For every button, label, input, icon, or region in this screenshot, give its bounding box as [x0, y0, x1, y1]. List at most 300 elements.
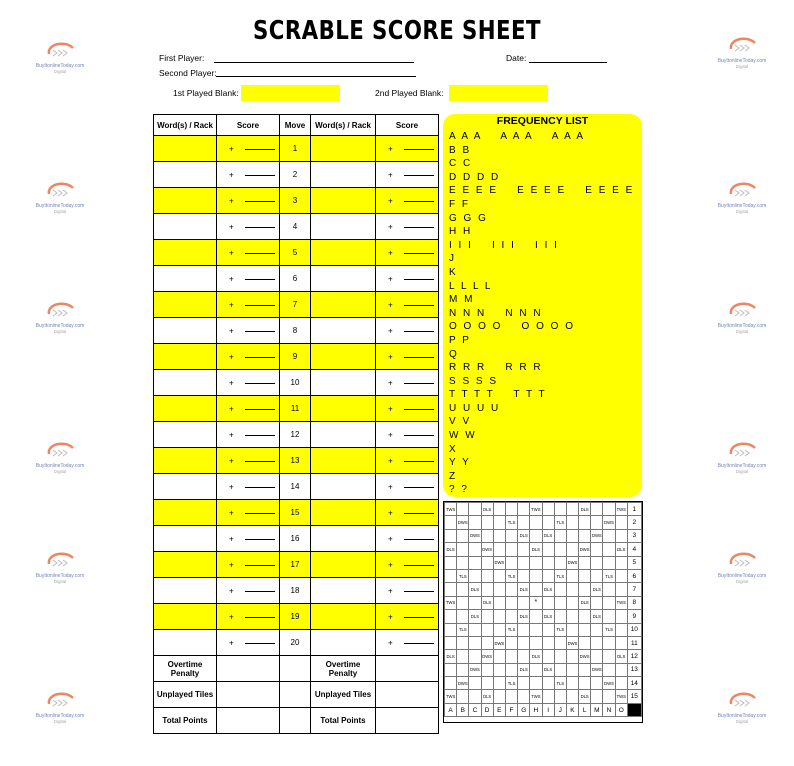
- score-cell-1[interactable]: [217, 318, 280, 344]
- score-line: [404, 253, 434, 254]
- board-column-label: G: [518, 703, 530, 716]
- board-cell: [530, 636, 542, 649]
- word-rack-2[interactable]: [311, 500, 376, 526]
- watermark-sub: Digital: [53, 69, 67, 74]
- score-cell-1[interactable]: [217, 214, 280, 240]
- word-rack-2[interactable]: [311, 604, 376, 630]
- score-cell-2[interactable]: [376, 318, 439, 344]
- second-player-label: Second Player:: [159, 68, 217, 78]
- score-cell-1[interactable]: [217, 526, 280, 552]
- word-rack-2[interactable]: [311, 214, 376, 240]
- board-cell: [457, 650, 469, 663]
- move-number: 3: [280, 188, 311, 214]
- board-row-number: 13: [627, 663, 641, 676]
- score-line: [404, 617, 434, 618]
- plus-sign: +: [229, 638, 234, 647]
- board-cell: [469, 503, 481, 516]
- table-row: [154, 396, 439, 422]
- score-cell-2[interactable]: [376, 136, 439, 162]
- frequency-line: U U U U: [449, 402, 501, 414]
- first-blank-label: 1st Played Blank:: [173, 88, 239, 98]
- board-cell: [493, 543, 505, 556]
- overtime-score-2[interactable]: [376, 656, 439, 682]
- watermark-logo: [712, 440, 772, 480]
- word-rack-2[interactable]: [311, 292, 376, 318]
- board-cell: [445, 583, 457, 596]
- board-cell: DLS: [469, 583, 481, 596]
- score-cell-2[interactable]: [376, 344, 439, 370]
- score-line: [245, 435, 275, 436]
- watermark-brand: BuyItonlineToday.com: [717, 573, 767, 579]
- word-rack-1[interactable]: [154, 266, 217, 292]
- unplayed-label-2: Unplayed Tiles: [311, 682, 376, 708]
- frequency-line: P P: [449, 334, 471, 346]
- word-rack-2[interactable]: [311, 526, 376, 552]
- board-cell: [566, 623, 578, 636]
- score-line: [245, 565, 275, 566]
- word-rack-1[interactable]: [154, 422, 217, 448]
- board-cell: [566, 529, 578, 542]
- board-cell: [505, 610, 517, 623]
- board-cell: DWS: [579, 543, 591, 556]
- board-cell: DLS: [481, 690, 493, 703]
- second-blank-field[interactable]: [449, 85, 548, 101]
- board-cell: [603, 529, 615, 542]
- word-rack-1[interactable]: [154, 474, 217, 500]
- word-rack-1[interactable]: [154, 396, 217, 422]
- word-rack-2[interactable]: [311, 240, 376, 266]
- word-rack-2[interactable]: [311, 578, 376, 604]
- board-column-label: D: [481, 703, 493, 716]
- board-cell: [469, 556, 481, 569]
- score-cell-1[interactable]: [217, 500, 280, 526]
- board-cell: [530, 610, 542, 623]
- plus-sign: +: [388, 508, 393, 517]
- board-cell: DLS: [518, 610, 530, 623]
- board-row-number: 1: [627, 503, 641, 516]
- word-rack-1[interactable]: [154, 630, 217, 656]
- plus-sign: +: [229, 196, 234, 205]
- score-cell-2[interactable]: [376, 396, 439, 422]
- plus-sign: +: [229, 508, 234, 517]
- score-cell-2[interactable]: [376, 630, 439, 656]
- total-label-1: Total Points: [154, 708, 217, 734]
- board-cell: [542, 636, 554, 649]
- board-cell: [505, 583, 517, 596]
- plus-sign: +: [388, 638, 393, 647]
- word-rack-1[interactable]: [154, 188, 217, 214]
- score-line: [245, 487, 275, 488]
- board-row: [445, 503, 642, 516]
- score-cell-1[interactable]: [217, 474, 280, 500]
- board-cell: DWS: [566, 636, 578, 649]
- board-cell: [603, 690, 615, 703]
- board-row: [445, 569, 642, 582]
- board-cell: DLS: [518, 529, 530, 542]
- watermark-brand: BuyItonlineToday.com: [35, 713, 85, 719]
- board-cell: DLS: [579, 596, 591, 609]
- board-cell: [615, 623, 627, 636]
- table-row: [154, 240, 439, 266]
- word-rack-1[interactable]: [154, 552, 217, 578]
- word-rack-1[interactable]: [154, 604, 217, 630]
- plus-sign: +: [388, 404, 393, 413]
- board-row-number: 10: [627, 623, 641, 636]
- board-cell: [469, 596, 481, 609]
- board-cell: [469, 569, 481, 582]
- move-number: 16: [280, 526, 311, 552]
- board-cell: TLS: [554, 623, 566, 636]
- plus-sign: +: [229, 222, 234, 231]
- word-rack-1[interactable]: [154, 448, 217, 474]
- board-cell: [445, 569, 457, 582]
- board-cell: DLS: [542, 663, 554, 676]
- move-number: 8: [280, 318, 311, 344]
- score-line: [245, 149, 275, 150]
- unplayed-score-1[interactable]: [217, 682, 280, 708]
- board-cell: [457, 596, 469, 609]
- score-line: [404, 539, 434, 540]
- board-cell: [579, 529, 591, 542]
- score-line: [245, 539, 275, 540]
- score-line: [245, 461, 275, 462]
- score-cell-1[interactable]: [217, 240, 280, 266]
- board-cell: TLS: [505, 569, 517, 582]
- board-cell: [542, 543, 554, 556]
- word-rack-1[interactable]: [154, 214, 217, 240]
- board-cell: [566, 677, 578, 690]
- board-row: [445, 556, 642, 569]
- score-cell-2[interactable]: [376, 552, 439, 578]
- watermark-sub: Digital: [53, 469, 67, 474]
- board-row: [445, 677, 642, 690]
- score-cell-1[interactable]: [217, 136, 280, 162]
- board-cell: [542, 556, 554, 569]
- table-row: [154, 630, 439, 656]
- word-rack-1[interactable]: [154, 136, 217, 162]
- score-cell-2[interactable]: [376, 370, 439, 396]
- second-player-field[interactable]: [216, 76, 416, 77]
- plus-sign: +: [388, 534, 393, 543]
- frequency-line: F F: [449, 198, 470, 210]
- table-row: [154, 448, 439, 474]
- word-rack-2[interactable]: [311, 370, 376, 396]
- table-row: [154, 214, 439, 240]
- score-line: [404, 435, 434, 436]
- board-cell: DWS: [603, 677, 615, 690]
- board-row: [445, 636, 642, 649]
- plus-sign: +: [229, 352, 234, 361]
- score-cell-2[interactable]: [376, 578, 439, 604]
- board-cell: [505, 596, 517, 609]
- board-cell: DLS: [615, 650, 627, 663]
- board-cell: [481, 569, 493, 582]
- frequency-lines: [449, 130, 638, 497]
- board-cell: [615, 529, 627, 542]
- board-row-number: 6: [627, 569, 641, 582]
- board-cell: DLS: [579, 690, 591, 703]
- score-cell-2[interactable]: [376, 604, 439, 630]
- score-cell-1[interactable]: [217, 578, 280, 604]
- word-rack-2[interactable]: [311, 344, 376, 370]
- score-line: [404, 513, 434, 514]
- frequency-line: O O O O O O O O: [449, 321, 576, 333]
- score-cell-2[interactable]: [376, 214, 439, 240]
- score-cell-1[interactable]: [217, 396, 280, 422]
- watermark-logo: [712, 300, 772, 340]
- move-number: 1: [280, 136, 311, 162]
- board-cell: [566, 690, 578, 703]
- board-cell: TLS: [505, 677, 517, 690]
- frequency-line: M M: [449, 294, 475, 306]
- board-cell: [603, 583, 615, 596]
- score-cell-1[interactable]: [217, 292, 280, 318]
- score-line: [245, 201, 275, 202]
- plus-sign: +: [388, 612, 393, 621]
- board-row: [445, 529, 642, 542]
- board-cell: [542, 503, 554, 516]
- board-cell: [518, 690, 530, 703]
- board-cell: [554, 610, 566, 623]
- board-cell: [518, 623, 530, 636]
- score-cell-2[interactable]: [376, 422, 439, 448]
- board-cell: [518, 650, 530, 663]
- first-blank-field[interactable]: [241, 85, 340, 101]
- word-rack-1[interactable]: [154, 500, 217, 526]
- score-cell-1[interactable]: [217, 188, 280, 214]
- score-line: [404, 279, 434, 280]
- board-cell: [566, 610, 578, 623]
- board-cell: [615, 583, 627, 596]
- word-rack-2[interactable]: [311, 162, 376, 188]
- watermark-brand: BuyItonlineToday.com: [35, 573, 85, 579]
- unplayed-score-2[interactable]: [376, 682, 439, 708]
- plus-sign: +: [388, 300, 393, 309]
- watermark-swoosh-icon: [43, 690, 77, 708]
- plus-sign: +: [388, 170, 393, 179]
- date-field[interactable]: [529, 62, 607, 63]
- word-rack-2[interactable]: [311, 136, 376, 162]
- score-cell-1[interactable]: [217, 630, 280, 656]
- score-cell-1[interactable]: [217, 604, 280, 630]
- board-cell: [530, 569, 542, 582]
- board-cell: [445, 610, 457, 623]
- score-cell-1[interactable]: [217, 448, 280, 474]
- frequency-line: K: [449, 266, 458, 278]
- board-cell: [457, 663, 469, 676]
- watermark-brand: BuyItonlineToday.com: [35, 63, 85, 69]
- watermark-logo: [30, 440, 90, 480]
- score-line: [245, 383, 275, 384]
- watermark-sub: Digital: [53, 719, 67, 724]
- watermark-brand: BuyItonlineToday.com: [717, 203, 767, 209]
- board-row-number: 9: [627, 610, 641, 623]
- board-cell: [615, 610, 627, 623]
- board-cell: [530, 677, 542, 690]
- score-cell-2[interactable]: [376, 266, 439, 292]
- board-cell: [591, 503, 603, 516]
- watermark-logo: [30, 550, 90, 590]
- word-rack-1[interactable]: [154, 344, 217, 370]
- board-cell: [603, 596, 615, 609]
- score-cell-2[interactable]: [376, 526, 439, 552]
- word-rack-2[interactable]: [311, 552, 376, 578]
- board-cell: [481, 516, 493, 529]
- move-number: 13: [280, 448, 311, 474]
- score-line: [404, 331, 434, 332]
- score-line: [245, 279, 275, 280]
- board-row: [445, 583, 642, 596]
- score-cell-2[interactable]: [376, 188, 439, 214]
- score-line: [404, 305, 434, 306]
- score-cell-1[interactable]: [217, 162, 280, 188]
- frequency-line: I I I I I I I I I: [449, 239, 559, 251]
- board-cell: DLS: [469, 610, 481, 623]
- watermark-swoosh-icon: [725, 180, 759, 198]
- watermark-logo: [30, 300, 90, 340]
- board-cell: TWS: [445, 503, 457, 516]
- frequency-line: Z: [449, 470, 458, 482]
- score-cell-1[interactable]: [217, 266, 280, 292]
- board-cell: [554, 690, 566, 703]
- word-rack-1[interactable]: [154, 162, 217, 188]
- board-cell: [469, 623, 481, 636]
- score-cell-2[interactable]: [376, 448, 439, 474]
- board-center-star: *: [530, 596, 542, 609]
- board-cell: [481, 636, 493, 649]
- word-rack-2[interactable]: [311, 266, 376, 292]
- board-cell: [493, 583, 505, 596]
- score-line: [404, 409, 434, 410]
- word-rack-2[interactable]: [311, 188, 376, 214]
- overtime-score-1[interactable]: [217, 656, 280, 682]
- board-cell: [469, 677, 481, 690]
- score-cell-1[interactable]: [217, 422, 280, 448]
- board-cell: TWS: [445, 690, 457, 703]
- plus-sign: +: [229, 404, 234, 413]
- board-cell: [542, 690, 554, 703]
- word-rack-2[interactable]: [311, 474, 376, 500]
- board-cell: TLS: [457, 623, 469, 636]
- score-cell-1[interactable]: [217, 370, 280, 396]
- col-header-words-2: Word(s) / Rack: [311, 115, 376, 136]
- watermark-sub: Digital: [735, 209, 749, 214]
- board-cell: [554, 583, 566, 596]
- word-rack-1[interactable]: [154, 318, 217, 344]
- plus-sign: +: [229, 248, 234, 257]
- board-cell: TWS: [445, 596, 457, 609]
- watermark-brand: BuyItonlineToday.com: [717, 323, 767, 329]
- first-player-field[interactable]: [214, 62, 414, 63]
- board-cell: [445, 516, 457, 529]
- plus-sign: +: [229, 144, 234, 153]
- board-cell: [591, 516, 603, 529]
- board-cell: [566, 583, 578, 596]
- score-line: [404, 383, 434, 384]
- board-cell: TWS: [530, 503, 542, 516]
- board-cell: [530, 663, 542, 676]
- board-cell: [542, 623, 554, 636]
- total-score-2[interactable]: [376, 708, 439, 734]
- frequency-line: ? ?: [449, 484, 469, 496]
- board-cell: [530, 516, 542, 529]
- watermark-swoosh-icon: [43, 440, 77, 458]
- plus-sign: +: [229, 378, 234, 387]
- score-line: [245, 617, 275, 618]
- board-cell: [493, 569, 505, 582]
- board-cell: DLS: [445, 543, 457, 556]
- score-cell-2[interactable]: [376, 240, 439, 266]
- plus-sign: +: [388, 196, 393, 205]
- board-cell: [554, 596, 566, 609]
- word-rack-2[interactable]: [311, 448, 376, 474]
- board-column-label: C: [469, 703, 481, 716]
- word-rack-2[interactable]: [311, 396, 376, 422]
- word-rack-1[interactable]: [154, 370, 217, 396]
- move-number: 11: [280, 396, 311, 422]
- plus-sign: +: [388, 248, 393, 257]
- score-cell-2[interactable]: [376, 162, 439, 188]
- watermark-swoosh-icon: [725, 440, 759, 458]
- word-rack-1[interactable]: [154, 578, 217, 604]
- board-row-number: 14: [627, 677, 641, 690]
- board-cell: [554, 543, 566, 556]
- board-cell: [505, 663, 517, 676]
- word-rack-1[interactable]: [154, 240, 217, 266]
- board-cell: [493, 690, 505, 703]
- col-header-move: Move: [280, 115, 311, 136]
- score-cell-2[interactable]: [376, 500, 439, 526]
- board-cell: [591, 636, 603, 649]
- board-row-number: 4: [627, 543, 641, 556]
- board-cell: [518, 636, 530, 649]
- board-cell: [554, 503, 566, 516]
- board-cell: [615, 569, 627, 582]
- board-cell: DLS: [530, 650, 542, 663]
- word-rack-1[interactable]: [154, 292, 217, 318]
- word-rack-1[interactable]: [154, 526, 217, 552]
- board-cell: [542, 569, 554, 582]
- total-score-1[interactable]: [217, 708, 280, 734]
- score-cell-2[interactable]: [376, 474, 439, 500]
- score-cell-1[interactable]: [217, 552, 280, 578]
- frequency-line: W W: [449, 430, 477, 442]
- board-cell: [554, 663, 566, 676]
- board-cell: [530, 623, 542, 636]
- board-cell: [591, 650, 603, 663]
- board-cell: [591, 596, 603, 609]
- board-row: [445, 690, 642, 703]
- board-cell: [542, 596, 554, 609]
- watermark-swoosh-icon: [725, 550, 759, 568]
- board-cell: [493, 503, 505, 516]
- word-rack-2[interactable]: [311, 422, 376, 448]
- word-rack-2[interactable]: [311, 318, 376, 344]
- word-rack-2[interactable]: [311, 630, 376, 656]
- watermark-swoosh-icon: [725, 300, 759, 318]
- board-corner: [627, 703, 641, 716]
- board-cell: DWS: [493, 636, 505, 649]
- frequency-line: X: [449, 443, 458, 455]
- score-line: [245, 643, 275, 644]
- score-cell-1[interactable]: [217, 344, 280, 370]
- plus-sign: +: [229, 274, 234, 283]
- board-row: [445, 516, 642, 529]
- board-cell: [445, 623, 457, 636]
- score-cell-2[interactable]: [376, 292, 439, 318]
- board-cell: DLS: [530, 543, 542, 556]
- move-number: 4: [280, 214, 311, 240]
